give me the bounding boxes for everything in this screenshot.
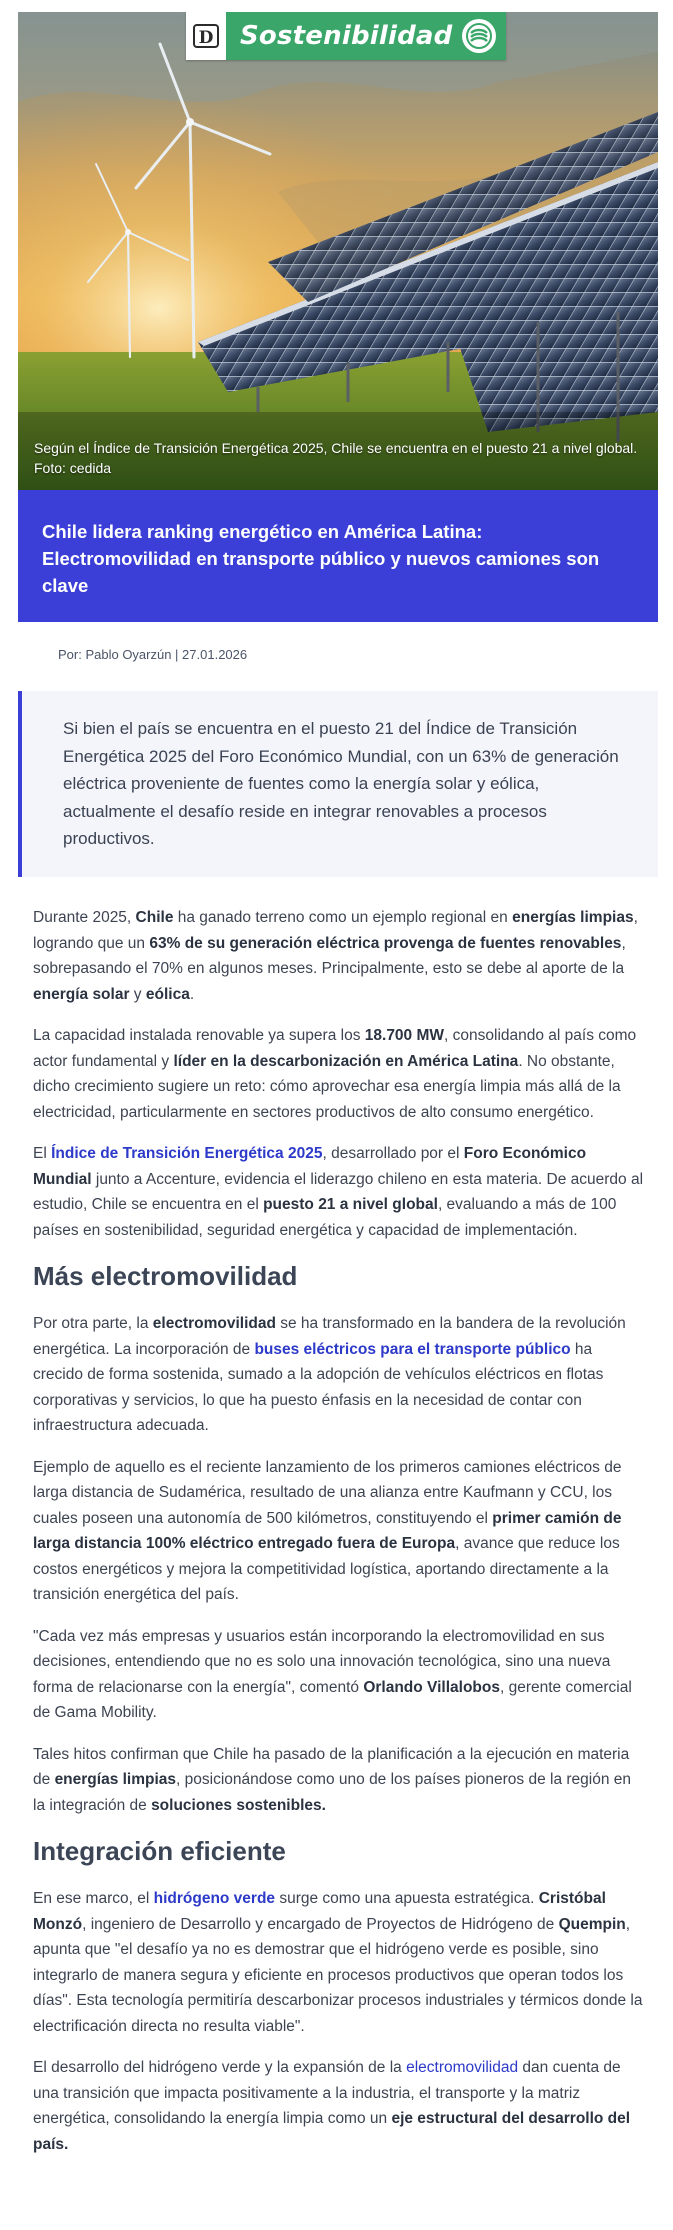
lead-summary: Si bien el país se encuentra en el puesto 21 del Índice de Transición Energética 2025 del Foro Económico Mundial, con un 63% de generación eléctrica proveniente de fuentes como la energía solar y eólica, actualmente el desafío reside en integrar renovables a procesos productivos.	[18, 691, 658, 877]
article-body	[33, 905, 643, 2173]
byline: Por: Pablo Oyarzún | 27.01.2026	[58, 647, 248, 662]
paragraph-3: El Índice de Transición Energética 2025, desarrollado por el Foro Económico Mundial junto a Accenture, evidencia el liderazgo chileno en esta materia. De acuerdo al estudio, Chile se encuentra en el puesto 21 a nivel global, evaluando a más de 100 países en sostenibilidad, seguridad energética y capacidad de implementación.	[33, 1145, 644, 1239]
d-logo-letter: D	[198, 28, 214, 48]
electromobility-link[interactable]: electromovilidad	[406, 2059, 519, 2076]
paragraph-2: La capacidad instalada renovable ya supera los 18.700 MW, consolidando al país como actor fundamental y líder en la descarbonización en América Latina. No obstante, dicho crecimiento sugiere un reto: cómo aprovechar esa energía limpia más allá de la electricidad, particularmente en sectores productivos de alto consumo energético.	[33, 1027, 637, 1121]
sustainability-logo-icon	[462, 19, 496, 53]
green-hydrogen-link[interactable]: hidrógeno verde	[153, 1890, 276, 1907]
paragraph-1: Durante 2025, Chile ha ganado terreno como un ejemplo regional en energías limpias, logrando que un 63% de su generación eléctrica provenga de fuentes renovables, sobrepasando el 70% en algunos meses. Principalmente, esto se debe al aporte de la energía solar y eólica.	[33, 909, 638, 1003]
electric-buses-link[interactable]: buses eléctricos para el transporte público	[254, 1340, 571, 1358]
solar-park-photo	[18, 12, 658, 490]
headline-box	[18, 490, 658, 622]
energy-index-link[interactable]: Índice de Transición Energética 2025	[51, 1145, 323, 1162]
section-heading-electromobility: Más electromovilidad	[33, 1261, 298, 1291]
section-name: Sostenibilidad	[240, 21, 453, 51]
article-title: Chile lidera ranking energético en América Latina: Electromovilidad en transporte público y nuevos camiones son clave	[42, 521, 600, 596]
section-heading-integration: Integración eficiente	[33, 1836, 286, 1866]
paragraph-7: Tales hitos confirman que Chile ha pasado de la planificación a la ejecución en materia de energías limpias, posicionándose como uno de los países pioneros de la región en la integración de soluciones sostenibles.	[33, 1745, 632, 1814]
hero-caption: Según el Índice de Transición Energética 2025, Chile se encuentra en el puesto 21 a nivel global. Foto: cedida	[34, 440, 638, 476]
section-brand-badge[interactable]	[186, 12, 506, 60]
paragraph-5: Ejemplo de aquello es el reciente lanzamiento de los primeros camiones eléctricos de larga distancia de Sudamérica, resultado de una alianza entre Kaufmann y CCU, los cuales poseen una autonomía de 500 kilómetros, constituyendo el primer camión de larga distancia 100% eléctrico entregado fuera de Europa, avance que reduce los costos energéticos y mejora la competitividad logística, aportando directamente a la transición energética del país.	[33, 1458, 622, 1603]
section-label	[226, 12, 506, 60]
hero-image	[18, 12, 658, 490]
paragraph-6: "Cada vez más empresas y usuarios están incorporando la electromovilidad en sus decisiones, entendiendo que no es solo una innovación tecnológica, sino una nueva forma de relacionarse con la energía", comentó Orlando Villalobos, gerente comercial de Gama Mobility.	[33, 1627, 632, 1721]
paragraph-9: El desarrollo del hidrógeno verde y la expansión de la electromovilidad dan cuenta de una transición que impacta positivamente a la industria, el transporte y la matriz energética, consolidando la energía limpia como un eje estructural del desarrollo del país.	[33, 2059, 631, 2153]
paragraph-8: En ese marco, el hidrógeno verde surge como una apuesta estratégica. Cristóbal Monzó, ingeniero de Desarrollo y encargado de Proyectos de Hidrógeno de Quempin, apunta que "el desafío ya no es demostrar que el hidrógeno verde es posible, sino integrarlo de manera segura y eficiente en procesos productivos que operan todos los días". Esta tecnología permitiría descarbonizar procesos industriales y térmicos donde la electrificación directa no resulta viable".	[33, 1890, 643, 2035]
d-logo-icon	[186, 12, 226, 60]
paragraph-4: Por otra parte, la electromovilidad se ha transformado en la bandera de la revolución energética. La incorporación de buses eléctricos para el transporte público ha crecido de forma sostenida, sumado a la adopción de vehículos eléctricos en flotas corporativas y servicios, lo que ha puesto énfasis en la necesidad de contar con infraestructura adecuada.	[33, 1315, 626, 1434]
